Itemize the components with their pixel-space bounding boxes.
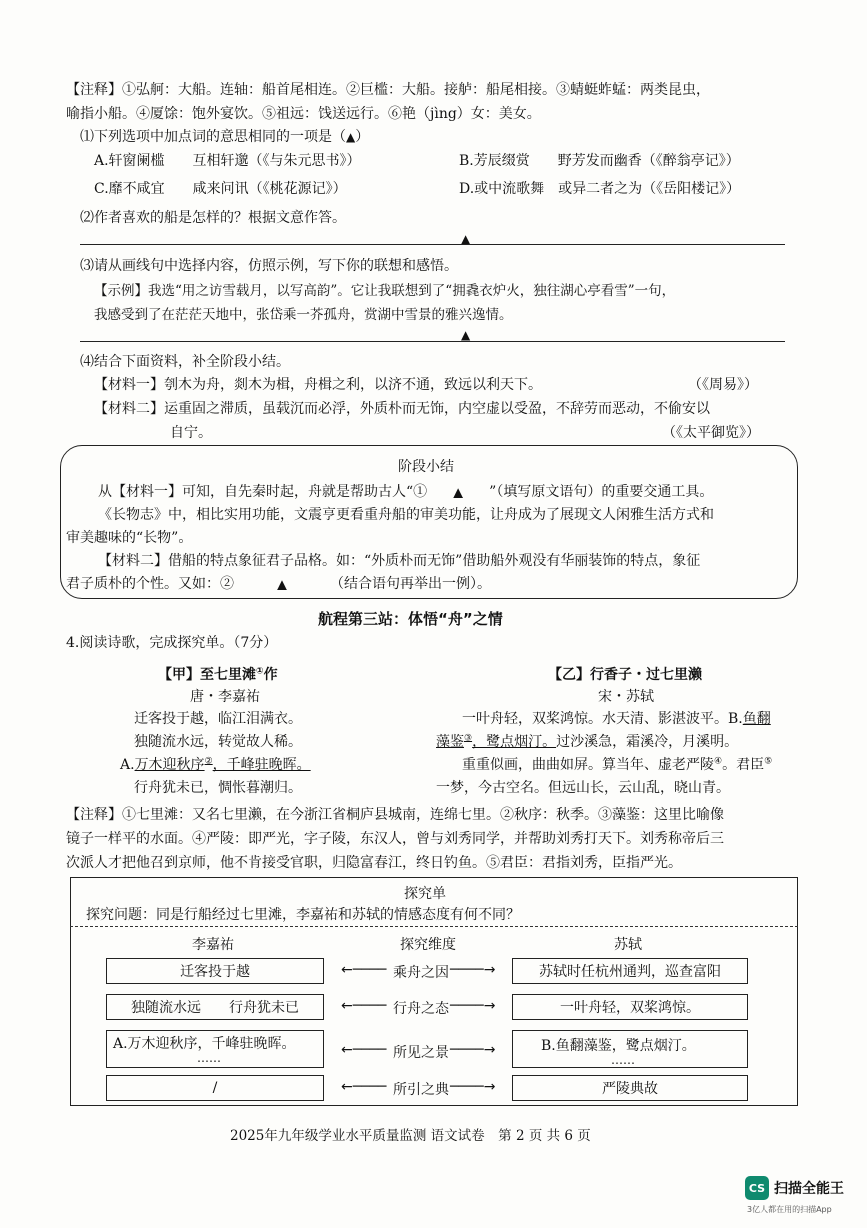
right-arrow-icon: ────→ [450, 998, 496, 1014]
summary-paragraph-2-line-2: 审美趣味的“长物”。 [66, 530, 193, 546]
dimension-label: 行舟之态 [393, 1001, 449, 1017]
q1-option-b: B.芳辰缀赏 野芳发而幽香（《醉翁亭记》） [459, 153, 740, 169]
summary-title: 阶段小结 [398, 459, 454, 475]
notes2-line-1: 【注释】①七里滩：又名七里濑，在今浙江省桐庐县城南，连绵七里。②秋序：秋季。③藻鉴：这里比喻像 [66, 807, 724, 823]
right-cell: B.鱼翻藻鉴，鹭点烟汀。 …… [512, 1030, 748, 1068]
right-cell: 苏轼时任杭州通判，巡查富阳 [512, 958, 748, 984]
dimension-label: 所引之典 [393, 1082, 449, 1098]
column-header-right: 苏轼 [614, 937, 642, 953]
summary-paragraph-1: 从【材料一】可知，自先秦时起，舟就是帮助古人“① ▲ ”（填写原文语句）的重要交通工具。 [98, 484, 714, 500]
poem-b-line-4: 一梦，今古空名。但远山长，云山乱，晓山青。 [436, 780, 730, 796]
answer-marker-icon: ▲ [461, 328, 471, 342]
material-2-line-2: 自宁。 [170, 425, 212, 441]
notes2-line-2: 镜子一样平的水面。④严陵：即严光，字子陵，东汉人，曾与刘秀同学，并帮助刘秀打天下。刘秀称帝后三 [66, 831, 724, 847]
answer-marker-icon: ▲ [453, 485, 463, 499]
left-arrow-icon: ←──── [341, 1079, 387, 1095]
notes-line-2: 喻指小船。④厦馀：饱外宴饮。⑤祖远：饯送远行。⑥艳（jìng）女：美女。 [66, 106, 541, 122]
scanner-brand: 扫描全能王 [774, 1181, 844, 1197]
answer-marker-icon: ▲ [461, 232, 471, 246]
q1-option-d: D.或中流歌舞 或异二者之为（《岳阳楼记》） [459, 181, 741, 197]
left-arrow-icon: ←──── [341, 962, 387, 978]
q4-stem: ⑷结合下面资料，补全阶段小结。 [80, 354, 290, 370]
station-title: 航程第三站：体悟“舟”之情 [318, 610, 503, 628]
poem-b-line-3: 重重似画，曲曲如屏。算当年、虚老严陵④。君臣⑤ [462, 756, 773, 773]
q3-stem: ⑶请从画线句中选择内容，仿照示例，写下你的联想和感悟。 [80, 258, 458, 274]
material-2-line-1: 【材料二】运重固之滞质，虽载沉而必浮，外质朴而无饰，内空虚以受盈，不辞劳而恶动，不偷安以 [94, 401, 710, 417]
right-arrow-icon: ────→ [450, 1079, 496, 1095]
poem-a-line-2: 独随流水远，转觉故人稀。 [134, 734, 302, 750]
summary-paragraph-3-line-1: 【材料二】借船的特点象征君子品格。如：“外质朴而无饰”借助船外观没有华丽装饰的特点，象征 [98, 553, 701, 569]
q3-example-line-1: 【示例】我选“用之访雪载月，以写高韵”。它让我联想到了“拥毳衣炉火，独往湖心亭看雪”一句， [94, 283, 676, 299]
poem-a-line-4: 行舟犹未已，惆怅暮潮归。 [134, 780, 302, 796]
right-arrow-icon: ────→ [450, 962, 496, 978]
poem-a-line-3: A.万木迎秋序②，千峰驻晚晖。 [120, 756, 311, 773]
material-1: 【材料一】刳木为舟，剡木为楫，舟楫之利，以济不通，致远以利天下。 [94, 377, 542, 393]
material-2-source: （《太平御览》） [662, 425, 760, 441]
left-cell: / [106, 1075, 324, 1101]
q2-stem: ⑵作者喜欢的船是怎样的？根据文意作答。 [80, 210, 346, 226]
poem-a-title: 【甲】至七里滩①作 [158, 666, 278, 683]
answer-line [80, 244, 785, 245]
q5-stem: 4.阅读诗歌，完成探究单。（7分） [66, 635, 278, 651]
poem-b-author: 宋・苏轼 [598, 689, 654, 705]
poem-b-title: 【乙】行香子・过七里濑 [548, 667, 702, 683]
answer-marker-icon: ▲ [346, 130, 356, 144]
poem-b-line-2: 藻鉴③，鹭点烟汀。过沙溪急，霜溪冷，月溪明。 [436, 733, 739, 750]
q1-option-c: C.靡不咸宜 咸来问讯（《桃花源记》） [94, 181, 347, 197]
column-header-middle: 探究维度 [400, 937, 456, 953]
right-cell: 严陵典故 [512, 1075, 748, 1101]
poem-a-line-1: 迁客投于越，临江泪满衣。 [134, 711, 302, 727]
poem-b-line-1: 一叶舟轻，双桨鸿惊。水天清、影湛波平。B.鱼翻 [462, 711, 771, 727]
scanner-logo-icon: CS [745, 1176, 769, 1200]
notes-line-1: 【注释】①弘舸：大船。连轴：船首尾相连。②巨槛：大船。接舻：船尾相接。③蜻蜓蚱蜢：两类昆虫， [66, 82, 710, 98]
right-arrow-icon: ────→ [450, 1042, 496, 1058]
right-cell: 一叶舟轻，双桨鸿惊。 [512, 994, 748, 1020]
left-cell: A.万木迎秋序，千峰驻晚晖。 …… [106, 1030, 324, 1068]
left-cell: 迁客投于越 [106, 958, 324, 984]
poem-a-author: 唐・李嘉祐 [190, 689, 260, 705]
material-1-source: （《周易》） [688, 377, 758, 393]
dimension-label: 所见之景 [393, 1045, 449, 1061]
left-cell: 独随流水远 行舟犹未已 [106, 994, 324, 1020]
divider [70, 926, 798, 927]
q1-option-a: A.轩窗阑槛 互相轩邈（《与朱元思书》） [94, 153, 361, 169]
exploration-title: 探究单 [404, 886, 446, 902]
scanner-tagline: 3亿人都在用的扫描App [747, 1205, 832, 1214]
left-arrow-icon: ←──── [341, 998, 387, 1014]
q1-stem: ⑴下列选项中加点词的意思相同的一项是（▲） [80, 129, 370, 145]
summary-paragraph-3-line-2: 君子质朴的个性。又如：② ▲ （结合语句再举出一例）。 [66, 576, 491, 592]
exploration-question: 探究问题：同是行船经过七里滩，李嘉祐和苏轼的情感态度有何不同？ [86, 907, 520, 923]
left-arrow-icon: ←──── [341, 1042, 387, 1058]
summary-paragraph-2-line-1: 《长物志》中，相比实用功能，文震亨更看重舟船的审美功能，让舟成为了展现文人闲雅生活方式和 [98, 507, 714, 523]
column-header-left: 李嘉祐 [192, 937, 234, 953]
page-footer: 2025年九年级学业水平质量监测 语文试卷 第 2 页 共 6 页 [230, 1128, 591, 1144]
notes2-line-3: 次派人才把他召到京师，他不肯接受官职，归隐富春江，终日钓鱼。⑤君臣：君指刘秀，臣指严光。 [66, 855, 682, 871]
q3-example-line-2: 我感受到了在茫茫天地中，张岱乘一芥孤舟，赏湖中雪景的雅兴逸情。 [94, 307, 513, 323]
dimension-label: 乘舟之因 [393, 965, 449, 981]
answer-marker-icon: ▲ [277, 577, 287, 591]
answer-line [80, 341, 785, 342]
